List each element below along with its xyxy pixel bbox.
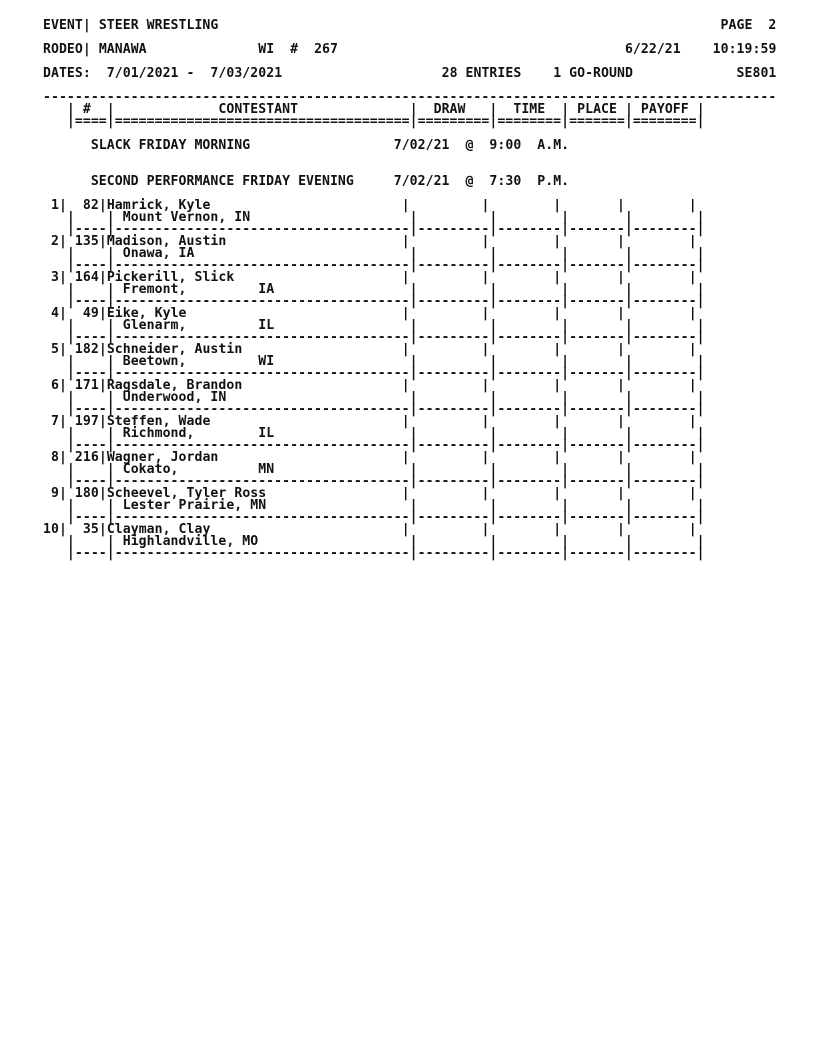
text-rule: |	[409, 282, 418, 297]
col-time-header: TIME	[497, 102, 562, 117]
contestant-number: 35	[74, 522, 99, 537]
session-at: @	[465, 174, 474, 189]
text-rule: | | | |	[417, 246, 705, 261]
session-time: 9:00	[489, 138, 522, 153]
header-rodeo-line	[43, 44, 776, 56]
blank-line	[43, 152, 776, 164]
text-rule	[298, 42, 314, 57]
row-position: 2	[43, 234, 59, 249]
text-rule: |	[58, 234, 75, 249]
text-rule: |	[409, 498, 418, 513]
contestant-name: Clayman, Clay	[106, 522, 402, 537]
page-label: PAGE	[720, 18, 753, 33]
text-rule: |	[98, 234, 107, 249]
text-rule	[43, 138, 91, 153]
text-rule: | |	[43, 318, 123, 333]
text-rule	[91, 18, 99, 33]
rodeo-state: WI	[258, 42, 275, 57]
text-rule: |----|-------------------------------------|---------|--------|-------|--------|	[43, 366, 705, 381]
text-rule: |	[98, 270, 107, 285]
text-rule: |----|-------------------------------------|---------|--------|-------|--------|	[43, 402, 705, 417]
text-rule: |	[98, 414, 107, 429]
row-position: 3	[43, 270, 59, 285]
text-rule	[521, 174, 537, 189]
text-rule: |----|-------------------------------------|---------|--------|-------|--------|	[43, 438, 705, 453]
contestant-name: Eike, Kyle	[106, 306, 402, 321]
text-rule: |	[58, 378, 75, 393]
text-rule: |----|-------------------------------------|---------|--------|-------|--------|	[43, 474, 705, 489]
text-rule	[450, 138, 466, 153]
text-rule: |	[43, 102, 75, 117]
session-ampm: A.M.	[537, 138, 570, 153]
text-rule: | | | |	[417, 426, 705, 441]
text-rule: |	[489, 102, 498, 117]
contestant-hometown: Richmond, IL	[122, 426, 410, 441]
text-rule	[521, 66, 553, 81]
text-rule: |----|-------------------------------------|---------|--------|-------|--------|	[43, 546, 705, 561]
text-rule: |	[98, 486, 107, 501]
text-rule: | | | |	[417, 354, 705, 369]
row-position: 4	[43, 306, 59, 321]
session-time: 7:30	[489, 174, 522, 189]
contestant-hometown: Lester Prairie, MN	[122, 498, 410, 513]
text-rule: |	[106, 102, 115, 117]
header-event-line	[43, 20, 776, 32]
row-position: 7	[43, 414, 59, 429]
end-date: 7/03/2021	[210, 66, 283, 81]
text-rule: | | | |	[417, 534, 705, 549]
contestant-number: 180	[74, 486, 99, 501]
row-position: 8	[43, 450, 59, 465]
text-rule: |----|-------------------------------------|---------|--------|-------|--------|	[43, 258, 705, 273]
col-contestant-header: CONTESTANT	[114, 102, 410, 117]
session-date: 7/02/21	[393, 138, 450, 153]
text-rule: | | | |	[409, 378, 697, 393]
text-rule: |	[401, 450, 410, 465]
text-rule: |	[401, 270, 410, 285]
text-rule: |	[624, 102, 633, 117]
contestant-rule-10	[43, 548, 776, 560]
text-rule: | | | |	[417, 462, 705, 477]
text-rule: |	[409, 102, 418, 117]
text-rule: -	[178, 66, 211, 81]
text-rule: |	[401, 486, 410, 501]
text-rule: |	[58, 270, 75, 285]
text-rule: |	[401, 522, 410, 537]
contestant-name: Wagner, Jordan	[106, 450, 402, 465]
contestant-name: Steffen, Wade	[106, 414, 402, 429]
contestant-hometown: Mount Vernon, IN	[122, 210, 410, 225]
session-name: SECOND PERFORMANCE FRIDAY EVENING	[90, 174, 394, 189]
contestant-number: 171	[74, 378, 99, 393]
text-rule	[338, 42, 625, 57]
text-rule: |====|=====================================|=========|========|=======|========|	[43, 114, 705, 129]
contestant-hometown: Glenarm, IL	[122, 318, 410, 333]
print-date: 6/22/21	[624, 42, 681, 57]
header-dates-line	[43, 68, 776, 80]
contestant-number: 197	[74, 414, 99, 429]
text-rule: | |	[43, 498, 123, 513]
text-rule: |	[561, 102, 570, 117]
text-rule: | | | |	[409, 342, 697, 357]
contestant-number: 182	[74, 342, 99, 357]
text-rule	[681, 42, 697, 57]
contestant-number: 164	[74, 270, 99, 285]
print-time: 10:19:59	[696, 42, 777, 57]
text-rule: |----|-------------------------------------|---------|--------|-------|--------|	[43, 294, 705, 309]
text-rule: | |	[43, 354, 123, 369]
text-rule: |	[409, 318, 418, 333]
session-ampm: P.M.	[537, 174, 570, 189]
text-rule: |	[58, 198, 75, 213]
col-payoff-header: PAYOFF	[632, 102, 697, 117]
contestant-number: 49	[74, 306, 99, 321]
row-position: 9	[43, 486, 59, 501]
text-rule	[274, 42, 290, 57]
text-rule: | | | |	[417, 318, 705, 333]
contestant-name: Hamrick, Kyle	[106, 198, 402, 213]
col-place-header: PLACE	[569, 102, 625, 117]
contestant-number: 135	[74, 234, 99, 249]
event-name: STEER WRESTLING	[98, 18, 219, 33]
dates-label: DATES:	[43, 66, 91, 81]
contestant-name: Scheevel, Tyler Ross	[106, 486, 402, 501]
text-rule: | |	[43, 534, 123, 549]
contestant-name: Madison, Austin	[106, 234, 402, 249]
rodeo-name: MANAWA	[98, 42, 259, 57]
text-rule	[473, 138, 489, 153]
contestant-name: Pickerill, Slick	[106, 270, 402, 285]
text-rule	[43, 174, 91, 189]
text-rule: |	[98, 198, 107, 213]
text-rule: | |	[43, 462, 123, 477]
text-rule: |	[58, 342, 75, 357]
text-rule: | | | |	[409, 486, 697, 501]
text-rule: |	[98, 342, 107, 357]
text-rule: | |	[43, 390, 123, 405]
text-rule: | |	[43, 246, 123, 261]
contestant-hometown: Underwood, IN	[122, 390, 410, 405]
text-rule: |	[409, 462, 418, 477]
contestant-hometown: Cokato, MN	[122, 462, 410, 477]
session-at: @	[465, 138, 474, 153]
text-rule	[752, 18, 768, 33]
text-rule	[91, 42, 99, 57]
row-position: 5	[43, 342, 59, 357]
session-name: SLACK FRIDAY MORNING	[90, 138, 394, 153]
contestant-hometown: Beetown, WI	[122, 354, 410, 369]
text-rule: |	[98, 378, 107, 393]
start-date: 7/01/2021	[106, 66, 179, 81]
text-rule: |	[58, 522, 75, 537]
text-rule: | | | |	[409, 306, 697, 321]
text-rule: |	[409, 210, 418, 225]
text-rule: | | | |	[409, 522, 697, 537]
text-rule: |	[696, 102, 705, 117]
contestant-name: Schneider, Austin	[106, 342, 402, 357]
text-rule: |	[58, 450, 75, 465]
text-rule: | | | |	[417, 282, 705, 297]
text-rule: |	[401, 306, 410, 321]
text-rule: |	[98, 450, 107, 465]
row-position: 10	[43, 522, 59, 537]
row-position: 6	[43, 378, 59, 393]
row-position: 1	[43, 198, 59, 213]
contestant-name: Ragsdale, Brandon	[106, 378, 402, 393]
entries-count: 28 ENTRIES	[441, 66, 522, 81]
text-rule: | | | |	[409, 234, 697, 249]
text-rule: |	[409, 390, 418, 405]
text-rule: --------------------------------------------------------------------------------------------	[43, 90, 777, 105]
text-rule: | | | |	[409, 414, 697, 429]
text-rule	[473, 174, 489, 189]
report-code: SE801	[736, 66, 777, 81]
session-date: 7/02/21	[393, 174, 450, 189]
session-line-2	[43, 176, 776, 188]
page-number: 2	[768, 18, 777, 33]
text-rule: |	[58, 306, 75, 321]
text-rule: |	[98, 522, 107, 537]
column-header-rule	[43, 116, 776, 128]
text-rule: |	[401, 378, 410, 393]
text-rule: | | | |	[409, 450, 697, 465]
text-rule: |	[401, 342, 410, 357]
rodeo-number: 267	[314, 42, 338, 57]
text-rule: |	[58, 414, 75, 429]
text-rule: | | | |	[409, 270, 697, 285]
text-rule	[521, 138, 537, 153]
text-rule	[450, 174, 466, 189]
go-rounds: 1 GO-ROUND	[553, 66, 633, 81]
session-line-1	[43, 140, 776, 152]
report-page	[43, 20, 776, 560]
text-rule: | |	[43, 210, 123, 225]
contestant-hometown: Fremont, IA	[122, 282, 410, 297]
contestant-hometown: Onawa, IA	[122, 246, 410, 261]
text-rule: |	[98, 306, 107, 321]
text-rule: | | | |	[417, 210, 705, 225]
col-draw-header: DRAW	[417, 102, 490, 117]
text-rule	[633, 66, 737, 81]
text-rule: |	[409, 246, 418, 261]
text-rule: |	[58, 486, 75, 501]
text-rule: | | | |	[409, 198, 697, 213]
col-num-header: #	[74, 102, 107, 117]
text-rule: |	[409, 354, 418, 369]
text-rule: | |	[43, 426, 123, 441]
event-label: EVENT|	[43, 18, 91, 33]
contestant-number: 216	[74, 450, 99, 465]
rodeo-label: RODEO|	[43, 42, 91, 57]
text-rule	[91, 66, 107, 81]
contestant-hometown: Highlandville, MO	[122, 534, 410, 549]
text-rule: |	[401, 234, 410, 249]
text-rule: |	[409, 426, 418, 441]
rodeo-number-label: #	[290, 42, 299, 57]
text-rule: | | | |	[417, 390, 705, 405]
contestant-number: 82	[74, 198, 99, 213]
text-rule	[282, 66, 441, 81]
text-rule: |----|-------------------------------------|---------|--------|-------|--------|	[43, 330, 705, 345]
text-rule: |	[401, 198, 410, 213]
text-rule: |----|-------------------------------------|---------|--------|-------|--------|	[43, 510, 705, 525]
text-rule: |	[409, 534, 418, 549]
text-rule: |----|-------------------------------------|---------|--------|-------|--------|	[43, 222, 705, 237]
text-rule: |	[401, 414, 410, 429]
text-rule	[218, 18, 720, 33]
text-rule: | |	[43, 282, 123, 297]
text-rule: | | | |	[417, 498, 705, 513]
